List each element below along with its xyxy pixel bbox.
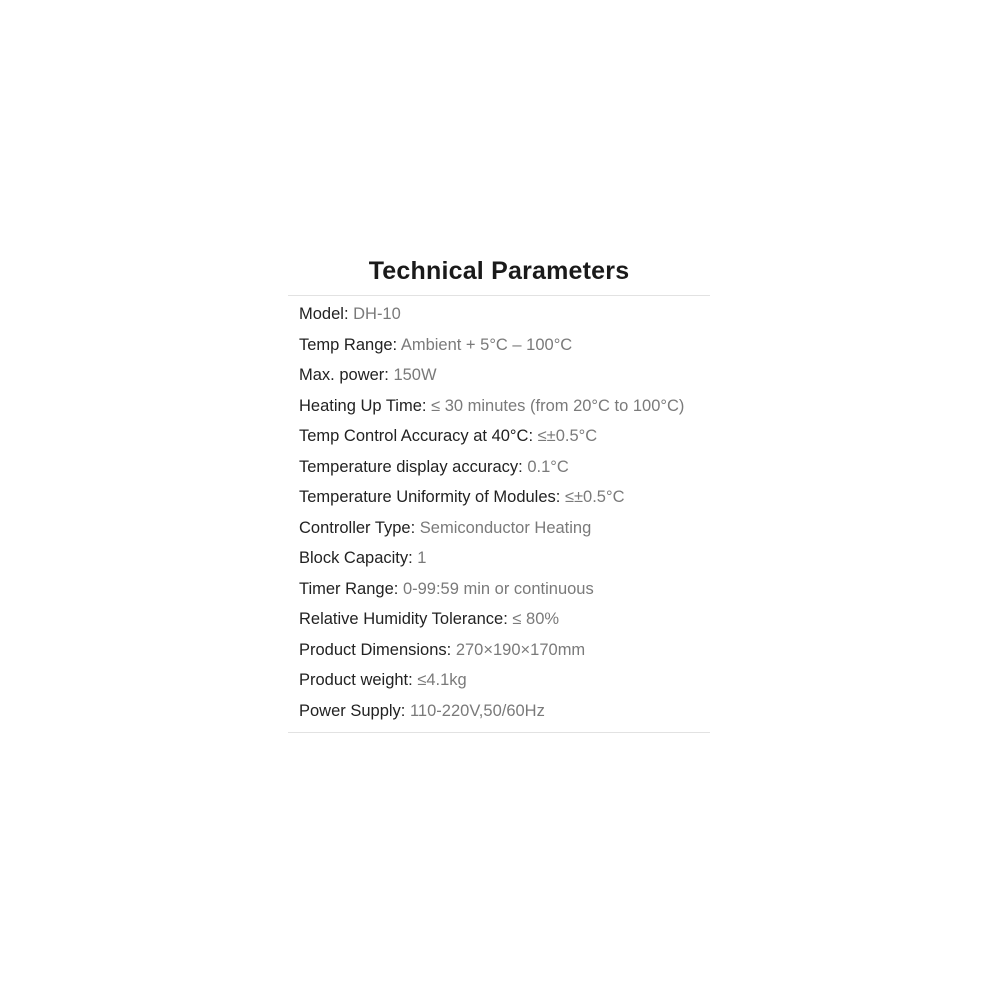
spec-value: ≤4.1kg xyxy=(417,671,467,689)
spec-value: DH-10 xyxy=(353,305,401,323)
spec-value: 270×190×170mm xyxy=(455,640,586,659)
spec-row xyxy=(299,665,710,696)
spec-row xyxy=(299,574,710,605)
spec-value: ≤ 80% xyxy=(512,610,560,628)
spec-row xyxy=(299,330,710,361)
spec-row xyxy=(299,482,710,513)
technical-parameters-card xyxy=(288,250,710,733)
spec-label: Timer Range: xyxy=(299,579,403,598)
spec-value: Ambient + 5°C – 100°C xyxy=(400,335,573,354)
spec-label: Temp Control Accuracy at 40°C: xyxy=(299,427,538,445)
spec-value: ≤±0.5°C xyxy=(537,427,598,445)
spec-row xyxy=(299,543,710,574)
bottom-divider xyxy=(288,732,710,733)
spec-row xyxy=(299,299,710,330)
spec-label: Block Capacity: xyxy=(299,549,418,567)
spec-label: Product Dimensions: xyxy=(299,640,456,659)
spec-value: 0-99:59 min or continuous xyxy=(402,579,594,598)
spec-label: Relative Humidity Tolerance: xyxy=(299,610,513,628)
spec-label: Controller Type: xyxy=(299,518,420,537)
spec-label: Product weight: xyxy=(299,671,418,689)
spec-value: 150W xyxy=(393,366,437,384)
spec-label: Temperature Uniformity of Modules: xyxy=(299,488,565,506)
spec-row xyxy=(299,452,710,483)
spec-label: Temp Range: xyxy=(299,335,401,354)
spec-value: ≤ 30 minutes (from 20°C to 100°C) xyxy=(431,396,685,415)
page-title: Technical Parameters xyxy=(368,257,630,285)
spec-label: Power Supply: xyxy=(299,701,410,720)
spec-value: 1 xyxy=(417,549,427,567)
spec-value: Semiconductor Heating xyxy=(419,518,592,537)
spec-row xyxy=(299,421,710,452)
spec-label: Temperature display accuracy: xyxy=(299,457,528,476)
spec-row xyxy=(299,696,710,727)
spec-row xyxy=(299,360,710,391)
spec-value: ≤±0.5°C xyxy=(564,488,625,506)
spec-list xyxy=(288,296,710,732)
spec-value: 0.1°C xyxy=(527,457,569,476)
spec-row xyxy=(299,391,710,422)
spec-row xyxy=(299,513,710,544)
spec-label: Model: xyxy=(299,305,354,323)
spec-value: 110-220V,50/60Hz xyxy=(409,701,545,720)
spec-label: Heating Up Time: xyxy=(299,396,432,415)
spec-row xyxy=(299,604,710,635)
spec-row xyxy=(299,635,710,666)
spec-label: Max. power: xyxy=(299,366,394,384)
